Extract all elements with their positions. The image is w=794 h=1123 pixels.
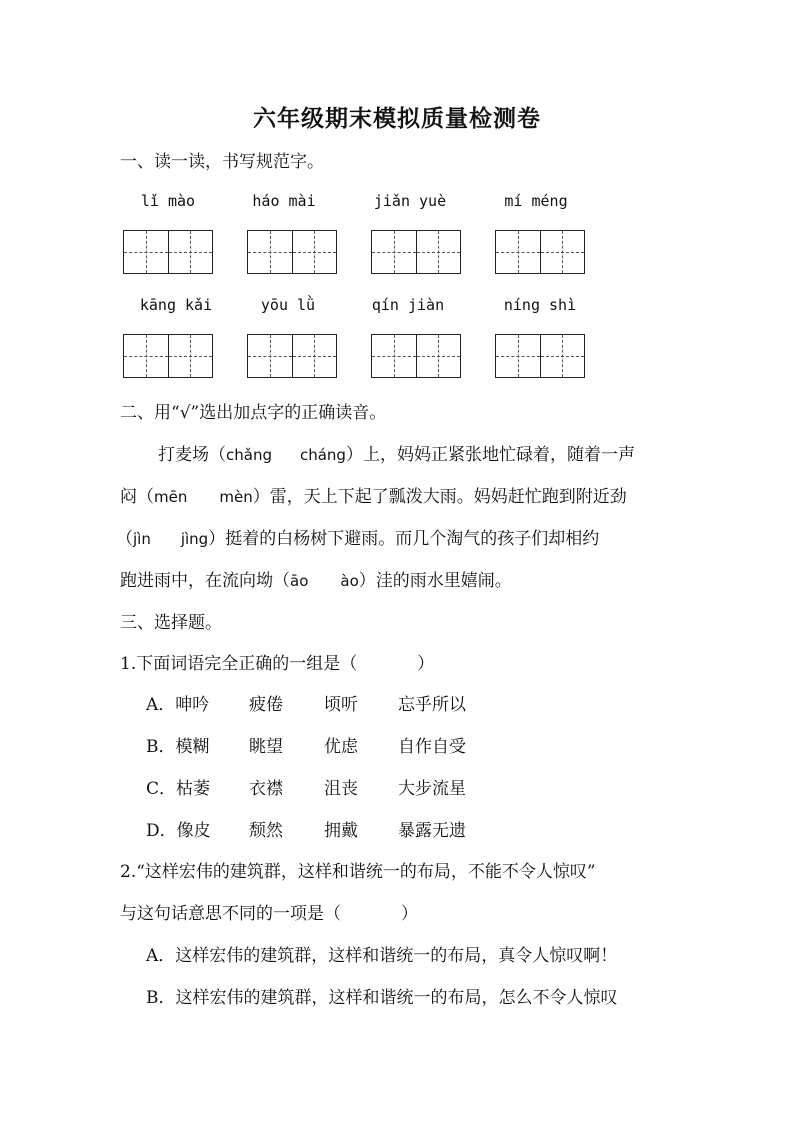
pinyin-label: mí méng [504, 192, 568, 210]
question-2-stem: 2.“这样宏伟的建筑群，这样和谐统一的布局，不能不令人惊叹” [120, 862, 596, 882]
pinyin-label: kāng kǎi [139, 296, 213, 314]
pinyin-option[interactable]: jìn [133, 530, 151, 548]
pinyin-option[interactable]: mēn [154, 488, 188, 506]
option-word: 颓然 [249, 821, 283, 841]
passage-text: ）雷，天上下起了瓢泼大雨。妈妈赶忙跑到附近劲 [252, 487, 627, 507]
section1-heading: 一、读一读，书写规范字。 [120, 152, 324, 172]
pinyin-option[interactable]: chǎng [226, 446, 272, 464]
option-word: B．模糊 [146, 737, 210, 757]
passage-line [116, 524, 599, 549]
passage-text: 打麦场（ [158, 445, 226, 465]
option-word: C．枯萎 [146, 779, 211, 799]
pinyin-label: lǐ mào [140, 192, 196, 210]
passage-text: 闷（ [120, 487, 154, 507]
option-word: D．像皮 [146, 821, 211, 841]
pinyin-label: níng shì [503, 296, 577, 314]
passage-text: ）挺着的白杨树下避雨。而几个淘气的孩子们却相约 [208, 529, 600, 549]
section3-heading: 三、选择题。 [120, 613, 222, 633]
q2-option-a[interactable]: A．这样宏伟的建筑群，这样和谐统一的布局，真令人惊叹啊！ [146, 946, 618, 966]
passage-line [120, 482, 627, 507]
question-2-stem-cont: 与这句话意思不同的一项是（ ） [120, 904, 418, 924]
option-word: 拥戴 [324, 821, 358, 841]
option-word: 大步流星 [398, 779, 466, 799]
pinyin-label: háo mài [252, 192, 316, 210]
passage-text: （ [116, 529, 133, 549]
pinyin-option[interactable]: āo [290, 572, 309, 590]
pinyin-label: jiǎn yuè [373, 192, 447, 210]
passage-line [120, 566, 512, 591]
writing-grid[interactable] [371, 334, 461, 378]
question-1-stem: 1.下面词语完全正确的一组是（ ） [120, 654, 435, 674]
page-title: 六年级期末模拟质量检测卷 [253, 105, 541, 132]
writing-grid[interactable] [371, 230, 461, 274]
pinyin-label: yōu lǜ [260, 296, 316, 314]
option-word: 沮丧 [324, 779, 358, 799]
writing-grid[interactable] [495, 334, 585, 378]
option-word: 眺望 [249, 737, 283, 757]
pinyin-option[interactable]: cháng [299, 446, 346, 464]
passage-text: ）上，妈妈正紧张地忙碌着，随着一声 [345, 445, 635, 465]
option-word: 忘乎所以 [398, 695, 466, 715]
section2-heading: 二、用“√”选出加点字的正确读音。 [120, 403, 387, 423]
writing-grid[interactable] [247, 230, 337, 274]
writing-grid[interactable] [495, 230, 585, 274]
writing-grid[interactable] [123, 334, 213, 378]
writing-grid[interactable] [247, 334, 337, 378]
option-word: A．呻吟 [146, 695, 210, 715]
q2-option-b[interactable]: B．这样宏伟的建筑群，这样和谐统一的布局，怎么不令人惊叹 [146, 988, 618, 1008]
passage-line [158, 440, 635, 465]
option-word: 自作自受 [398, 737, 466, 757]
passage-text: ）洼的雨水里嬉闹。 [358, 571, 512, 591]
pinyin-option[interactable]: jìng [180, 530, 209, 548]
writing-grid[interactable] [123, 230, 213, 274]
passage-text: 跑进雨中，在流向坳（ [120, 571, 290, 591]
option-word: 衣襟 [249, 779, 283, 799]
pinyin-label: qín jiàn [371, 296, 445, 314]
option-word: 顷听 [324, 695, 358, 715]
option-word: 暴露无遗 [398, 821, 466, 841]
pinyin-option[interactable]: mèn [219, 488, 253, 506]
pinyin-option[interactable]: ào [340, 572, 359, 590]
option-word: 疲倦 [249, 695, 283, 715]
option-word: 优虑 [324, 737, 358, 757]
